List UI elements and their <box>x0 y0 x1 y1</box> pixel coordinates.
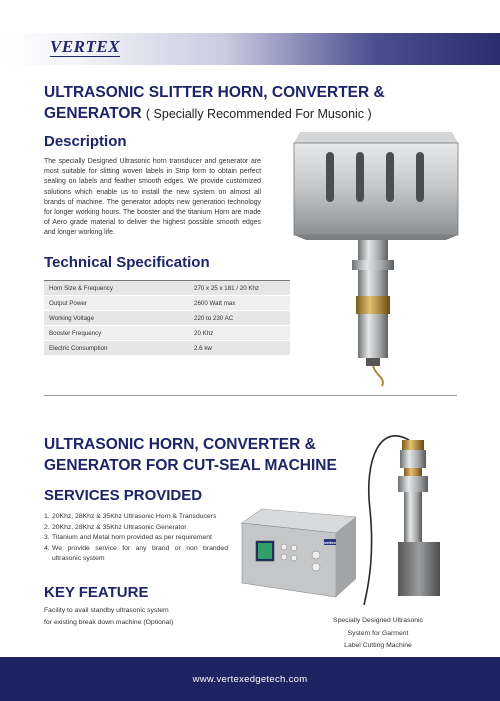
services-heading: SERVICES PROVIDED <box>44 487 203 504</box>
section1-title <box>44 82 464 125</box>
spec-value: 2600 Watt max <box>189 296 290 311</box>
spec-heading: Technical Specification <box>44 254 210 271</box>
spec-label: Electric Consumption <box>44 341 189 356</box>
list-item <box>44 523 228 534</box>
caption-line: Specially Designed Ultrasonic <box>333 617 423 624</box>
spec-value: 2.6 kw <box>189 341 290 356</box>
spec-table <box>44 280 290 355</box>
service-number: 4. <box>44 544 50 552</box>
service-text: 20Khz, 28Khz & 35Khz Ultrasonic Generator <box>52 523 187 531</box>
spec-label: Output Power <box>44 296 189 311</box>
product-caption <box>318 615 438 653</box>
spec-value: 270 x 25 x 181 / 20 Khz <box>189 281 290 296</box>
key-feature-line: for existing break down machine (Optional) <box>44 619 174 626</box>
caption-line: Label Cutting Machine <box>344 642 412 649</box>
service-number: 2. <box>44 523 50 531</box>
description-heading: Description <box>44 133 127 150</box>
section2-title: ULTRASONIC HORN, CONVERTER & GENERATOR FOR CUT-SEAL MACHINE <box>44 436 337 474</box>
section1-subtitle: ( Specially Recommended For Musonic ) <box>145 107 372 121</box>
table-row <box>44 341 290 356</box>
list-item <box>44 533 228 544</box>
section1-title-main: ULTRASONIC SLITTER HORN, CONVERTER & GENERATOR <box>44 84 385 122</box>
slitter-horn-image <box>286 128 466 390</box>
list-item <box>44 544 228 565</box>
spec-value: 20 Khz <box>189 326 290 341</box>
description-text: The specially Designed Ultrasonic horn transducer and generator are most suitable for slitting woven labels in Strip form to obtain perfect sealing on labels and feather smooth edges. We provide customized solutions which enable us to install the new system on almost all brands of machine. The generator adopts new generation technology for longer working hours. The booster and the titanium Horn are made of Aero grade material to deliver the highest possible smooth edges and longer working life. <box>44 158 261 237</box>
section-divider <box>44 395 457 396</box>
table-row <box>44 311 290 326</box>
spec-table-wrapper <box>44 280 290 355</box>
service-number: 1. <box>44 513 50 520</box>
generator-brand-label: vertex <box>324 540 336 545</box>
service-text: We provide service for any brand or non branded ultrasonic system <box>52 544 228 562</box>
key-feature-heading: KEY FEATURE <box>44 584 149 601</box>
key-feature-line: Facility to avail standby ultrasonic system <box>44 607 169 614</box>
services-list <box>44 512 228 565</box>
service-text: Titanium and Metal horn provided as per requirement <box>52 534 212 541</box>
website-link[interactable]: www.vertexedgetech.com <box>192 674 308 685</box>
spec-label: Working Voltage <box>44 311 189 326</box>
vertex-logo: VERTEX <box>50 37 121 56</box>
caption-line: System for Garment <box>347 629 409 637</box>
spec-value: 220 to 230 AC <box>189 311 290 326</box>
horn-converter-image <box>360 420 448 612</box>
table-row <box>44 281 290 296</box>
spec-label: Horn Size & Frequency <box>44 281 189 296</box>
table-row <box>44 326 290 341</box>
key-feature-text <box>44 605 244 629</box>
service-text: 20Khz, 28Khz & 35Khz Ultrasonic Horn & Transducers <box>52 513 217 520</box>
table-row <box>44 296 290 311</box>
spec-label: Booster Frequency <box>44 326 189 341</box>
service-number: 3. <box>44 534 50 541</box>
list-item <box>44 512 228 523</box>
generator-image <box>240 505 358 601</box>
